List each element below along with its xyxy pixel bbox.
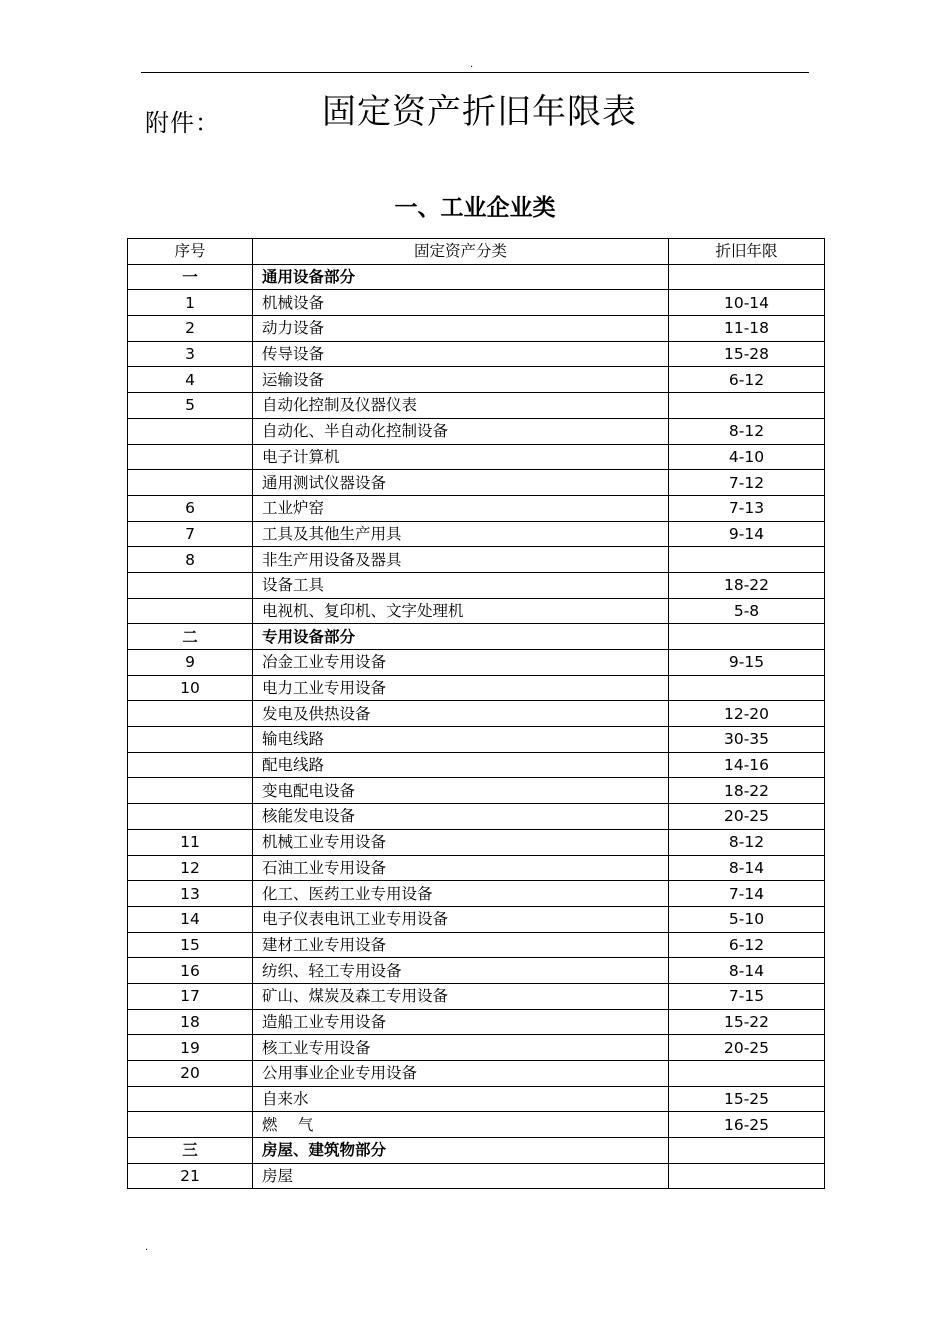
table-row: [128, 290, 825, 316]
row-category: 传导设备: [253, 341, 669, 367]
row-category: 工具及其他生产用具: [253, 521, 669, 547]
row-years: 4-10: [669, 444, 825, 470]
row-category: 配电线路: [253, 752, 669, 778]
row-category: 核工业专用设备: [253, 1035, 669, 1061]
table-row: [128, 829, 825, 855]
row-years: 6-12: [669, 367, 825, 393]
row-years: 7-14: [669, 881, 825, 907]
table-body: [128, 264, 825, 1189]
row-number: 11: [128, 829, 253, 855]
row-category: 输电线路: [253, 727, 669, 753]
row-number: 14: [128, 906, 253, 932]
row-years: 16-25: [669, 1112, 825, 1138]
table-row: [128, 958, 825, 984]
row-number: 18: [128, 1009, 253, 1035]
section-row: [128, 264, 825, 290]
row-years: 15-22: [669, 1009, 825, 1035]
table-row: [128, 1086, 825, 1112]
row-number: [128, 572, 253, 598]
row-number: 13: [128, 881, 253, 907]
row-years: 20-25: [669, 1035, 825, 1061]
row-category: 变电配电设备: [253, 778, 669, 804]
row-number: [128, 1112, 253, 1138]
table-row: [128, 367, 825, 393]
table-row: [128, 1035, 825, 1061]
row-number: 1: [128, 290, 253, 316]
row-number: 15: [128, 932, 253, 958]
row-number: 一: [128, 264, 253, 290]
row-years: 7-13: [669, 495, 825, 521]
table-row: [128, 778, 825, 804]
row-years: 18-22: [669, 778, 825, 804]
table-row: [128, 727, 825, 753]
row-years: 8-14: [669, 855, 825, 881]
table-row: [128, 932, 825, 958]
row-number: [128, 598, 253, 624]
row-number: 5: [128, 393, 253, 419]
header-dot: .: [470, 59, 474, 70]
row-number: [128, 804, 253, 830]
table-row: [128, 547, 825, 573]
row-category: 运输设备: [253, 367, 669, 393]
table-row: [128, 1061, 825, 1087]
row-category: 电子计算机: [253, 444, 669, 470]
table-row: [128, 521, 825, 547]
row-number: 20: [128, 1061, 253, 1087]
row-years: [669, 547, 825, 573]
row-number: 10: [128, 675, 253, 701]
depreciation-table: [127, 238, 825, 1189]
row-years: [669, 1061, 825, 1087]
row-category: 动力设备: [253, 316, 669, 342]
row-years: [669, 1163, 825, 1189]
row-years: 10-14: [669, 290, 825, 316]
table-row: [128, 1009, 825, 1035]
header-category: 固定资产分类: [253, 239, 669, 265]
table-row: [128, 572, 825, 598]
table-row: [128, 1112, 825, 1138]
row-number: [128, 778, 253, 804]
row-number: 6: [128, 495, 253, 521]
row-number: 9: [128, 650, 253, 676]
row-number: 8: [128, 547, 253, 573]
table-row: [128, 316, 825, 342]
row-category: 矿山、煤炭及森工专用设备: [253, 983, 669, 1009]
row-number: 21: [128, 1163, 253, 1189]
table-row: [128, 881, 825, 907]
row-category: 燃 气: [253, 1112, 669, 1138]
row-category: 房屋: [253, 1163, 669, 1189]
row-years: 6-12: [669, 932, 825, 958]
section-title: 一、工业企业类: [394, 195, 556, 221]
row-category: 化工、医药工业专用设备: [253, 881, 669, 907]
footer-dot: .: [145, 1242, 149, 1253]
row-number: 二: [128, 624, 253, 650]
row-category: 自动化、半自动化控制设备: [253, 418, 669, 444]
row-category: 电视机、复印机、文字处理机: [253, 598, 669, 624]
page-title: 固定资产折旧年限表: [322, 92, 637, 132]
row-number: [128, 701, 253, 727]
row-category: 建材工业专用设备: [253, 932, 669, 958]
row-years: 20-25: [669, 804, 825, 830]
row-category: 公用事业企业专用设备: [253, 1061, 669, 1087]
header-number: 序号: [128, 239, 253, 265]
row-years: [669, 675, 825, 701]
row-number: [128, 752, 253, 778]
row-category: 工业炉窑: [253, 495, 669, 521]
row-years: 12-20: [669, 701, 825, 727]
row-years: [669, 264, 825, 290]
table-row: [128, 906, 825, 932]
table-row: [128, 675, 825, 701]
section-row: [128, 624, 825, 650]
row-years: 9-14: [669, 521, 825, 547]
row-category: 非生产用设备及器具: [253, 547, 669, 573]
row-category: 电子仪表电讯工业专用设备: [253, 906, 669, 932]
row-category: 冶金工业专用设备: [253, 650, 669, 676]
table-row: [128, 444, 825, 470]
row-category: 石油工业专用设备: [253, 855, 669, 881]
table-row: [128, 701, 825, 727]
row-years: 8-14: [669, 958, 825, 984]
row-years: 15-25: [669, 1086, 825, 1112]
row-number: 12: [128, 855, 253, 881]
row-number: [128, 470, 253, 496]
row-category: 通用设备部分: [253, 264, 669, 290]
row-number: 16: [128, 958, 253, 984]
header-years: 折旧年限: [669, 239, 825, 265]
row-years: 5-8: [669, 598, 825, 624]
row-years: [669, 1138, 825, 1164]
row-category: 设备工具: [253, 572, 669, 598]
row-number: 17: [128, 983, 253, 1009]
row-category: 机械设备: [253, 290, 669, 316]
table-row: [128, 598, 825, 624]
table-row: [128, 855, 825, 881]
row-number: 3: [128, 341, 253, 367]
table-row: [128, 650, 825, 676]
row-category: 纺织、轻工专用设备: [253, 958, 669, 984]
row-number: [128, 418, 253, 444]
row-years: 7-15: [669, 983, 825, 1009]
table-row: [128, 495, 825, 521]
table-header-row: [128, 239, 825, 265]
row-category: 造船工业专用设备: [253, 1009, 669, 1035]
row-years: 5-10: [669, 906, 825, 932]
row-number: [128, 727, 253, 753]
row-years: [669, 624, 825, 650]
row-number: 19: [128, 1035, 253, 1061]
row-years: 11-18: [669, 316, 825, 342]
table-row: [128, 983, 825, 1009]
table-row: [128, 470, 825, 496]
section-row: [128, 1138, 825, 1164]
row-years: 30-35: [669, 727, 825, 753]
row-category: 通用测试仪器设备: [253, 470, 669, 496]
row-number: [128, 1086, 253, 1112]
row-category: 房屋、建筑物部分: [253, 1138, 669, 1164]
table-row: [128, 418, 825, 444]
row-category: 自动化控制及仪器仪表: [253, 393, 669, 419]
table-row: [128, 804, 825, 830]
row-years: 14-16: [669, 752, 825, 778]
table-row: [128, 1163, 825, 1189]
row-category: 自来水: [253, 1086, 669, 1112]
row-category: 核能发电设备: [253, 804, 669, 830]
row-number: 4: [128, 367, 253, 393]
table-row: [128, 393, 825, 419]
table-row: [128, 341, 825, 367]
row-number: 2: [128, 316, 253, 342]
row-years: 8-12: [669, 829, 825, 855]
row-category: 发电及供热设备: [253, 701, 669, 727]
row-years: 7-12: [669, 470, 825, 496]
row-category: 电力工业专用设备: [253, 675, 669, 701]
table-row: [128, 752, 825, 778]
row-years: 15-28: [669, 341, 825, 367]
row-number: 7: [128, 521, 253, 547]
row-number: 三: [128, 1138, 253, 1164]
row-number: [128, 444, 253, 470]
row-category: 机械工业专用设备: [253, 829, 669, 855]
header-rule: [141, 72, 809, 73]
attachment-label: 附件：: [145, 109, 220, 137]
row-years: 18-22: [669, 572, 825, 598]
row-years: 9-15: [669, 650, 825, 676]
row-years: [669, 393, 825, 419]
row-category: 专用设备部分: [253, 624, 669, 650]
row-years: 8-12: [669, 418, 825, 444]
